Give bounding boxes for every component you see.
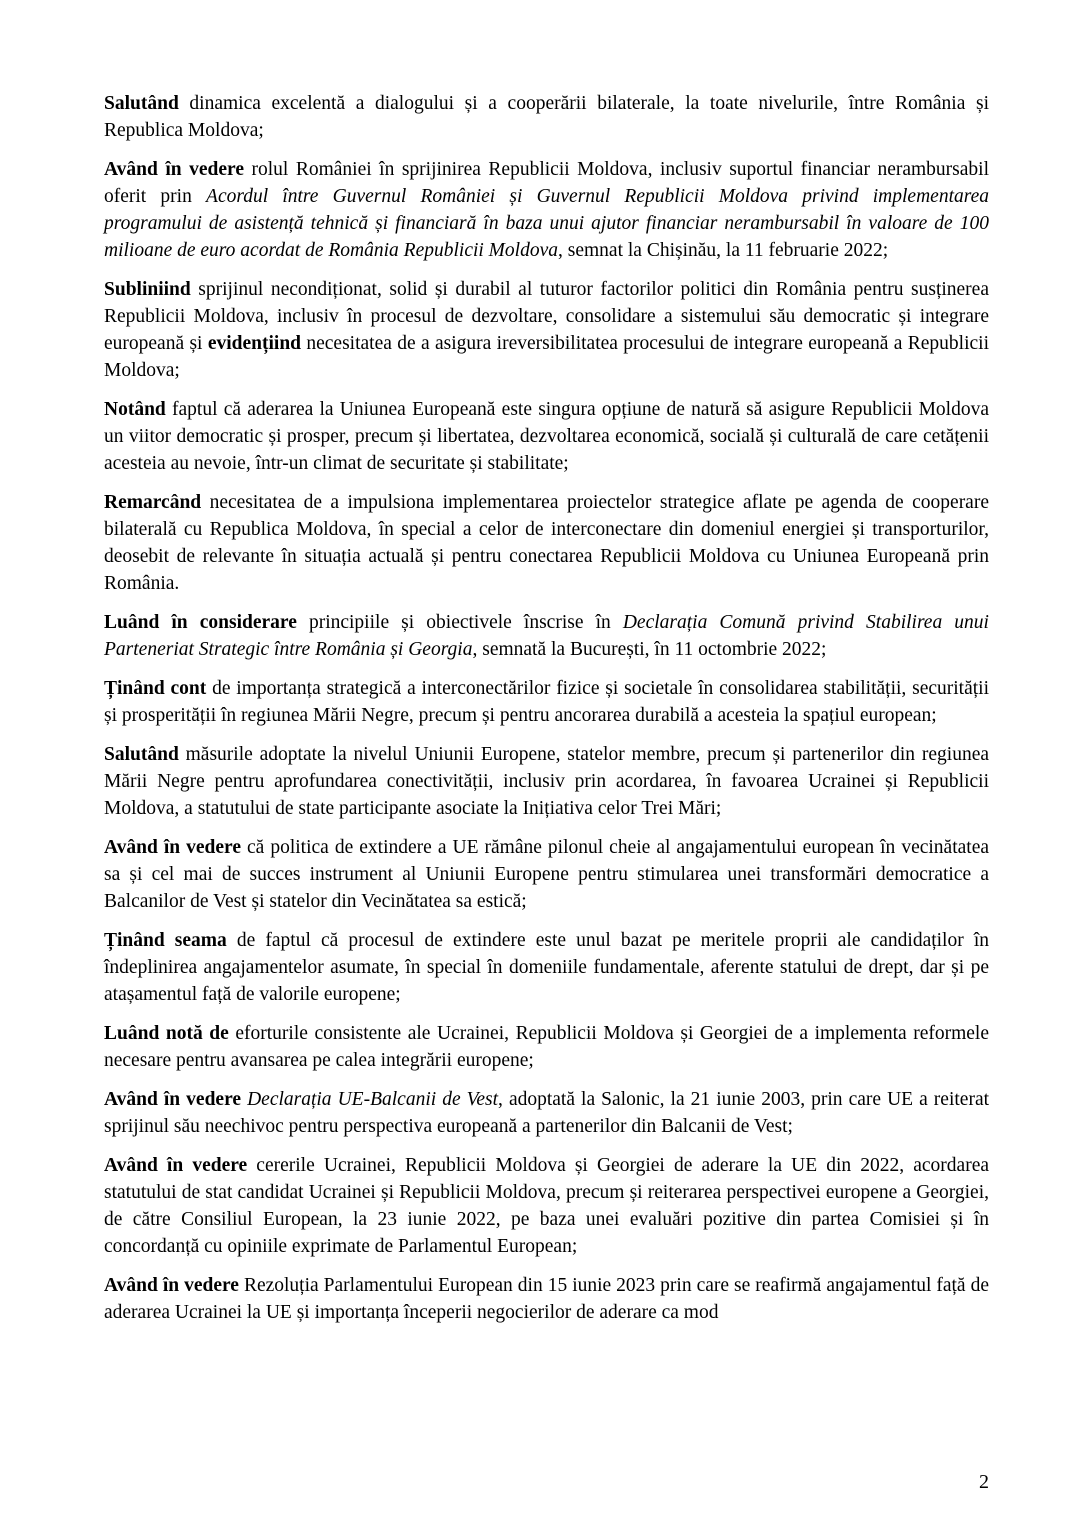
paragraph-text: necesitatea de a impulsiona implementarea proiectelor strategice aflate pe agenda de cooperare bilaterală cu Republica Moldova, în special a celor de interconectare din domeniul energiei și transporturilor, deosebit de relevante în situația actuală și pentru conectarea Republicii Moldova cu Uniunea Europeană prin România.	[104, 492, 989, 594]
paragraph-text: , adoptată la Salonic, la 21 iunie 2003, prin care UE a reiterat sprijinul său neechivoc pentru perspectiva europeană a partenerilor din Balcanii de Vest;	[104, 1089, 990, 1137]
bold-lead-phrase: Remarcând	[104, 492, 202, 513]
paragraph	[104, 834, 989, 915]
document-body	[104, 90, 989, 1338]
paragraph	[104, 1272, 989, 1326]
bold-lead-phrase: Subliniind	[104, 279, 191, 300]
paragraph	[104, 1020, 989, 1074]
paragraph-text: sprijinul necondiționat, solid și durabil al tuturor factorilor politici din România pentru susținerea Republicii Moldova, inclusiv în procesul de dezvoltare, consolidare a sistemului său democratic și integrare europeană și	[104, 279, 989, 354]
paragraph-text: , semnată la București, în 11 octombrie 2022;	[472, 639, 827, 660]
paragraph	[104, 90, 989, 144]
paragraph-text: Rezoluția Parlamentului European din 15 iunie 2023 prin care se reafirmă angajamentul față de aderarea Ucrainei la UE și importanța începerii negocierilor de aderare ca mod	[104, 1275, 989, 1323]
bold-lead-phrase: Având în vedere	[104, 1089, 242, 1110]
paragraph	[104, 609, 989, 663]
paragraph-text: faptul că aderarea la Uniunea Europeană este singura opțiune de natură să asigure Republicii Moldova un viitor democratic și prosper, precum și libertatea, dezvoltarea economică, socială și culturală de care cetățenii acesteia au nevoie, într-un climat de securitate și stabilitate;	[104, 399, 989, 474]
bold-lead-phrase: Luând în considerare	[104, 612, 297, 633]
italic-title: Declarația Comună privind Stabilirea unui Parteneriat Strategic între România și Georgia	[104, 612, 989, 660]
bold-lead-phrase: Având în vedere	[104, 1155, 248, 1176]
paragraph-text: de importanța strategică a interconectărilor fizice și societale în consolidarea stabilității, securității și prosperității în regiunea Mării Negre, precum și pentru ancorarea durabilă a acesteia la spațiul european;	[104, 678, 989, 726]
paragraph-text: că politica de extindere a UE rămâne pilonul cheie al angajamentului european în vecinătatea sa și cel mai de succes instrument al Uniunii Europene pentru stimularea unei transformări democratice a Balcanilor de Vest și statelor din Vecinătatea sa estică;	[104, 837, 990, 912]
paragraph-text: , semnat la Chișinău, la 11 februarie 2022;	[558, 240, 889, 261]
paragraph-text: rolul României în sprijinirea Republicii Moldova, inclusiv suportul financiar nerambursabil oferit prin	[104, 159, 989, 207]
paragraph	[104, 156, 989, 264]
bold-lead-phrase: Având în vedere	[104, 837, 241, 858]
bold-lead-phrase: Având în vedere	[104, 159, 244, 180]
paragraph	[104, 741, 989, 822]
bold-lead-phrase: Salutând	[104, 744, 179, 765]
paragraph	[104, 675, 989, 729]
paragraph	[104, 927, 989, 1008]
bold-lead-phrase: Având în vedere	[104, 1275, 239, 1296]
bold-lead-phrase: evidențiind	[207, 333, 302, 354]
page-number: 2	[979, 1471, 989, 1493]
paragraph	[104, 1152, 989, 1260]
paragraph-text: eforturile consistente ale Ucrainei, Republicii Moldova și Georgiei de a implementa reformele necesare pentru avansarea pe calea integrării europene;	[104, 1023, 989, 1071]
bold-lead-phrase: Salutând	[104, 93, 179, 114]
bold-lead-phrase: Luând notă de	[104, 1023, 229, 1044]
italic-title: Acordul între Guvernul României și Guvernul Republicii Moldova privind implementarea programului de asistență tehnică și financiară în baza unui ajutor financiar nerambursabil în valoare de 100 milioane de euro acordat de România Republicii Moldova	[104, 186, 990, 261]
paragraph-text: necesitatea de a asigura ireversibilitatea procesului de integrare europeană a Republicii Moldova;	[104, 333, 989, 381]
paragraph	[104, 489, 989, 597]
bold-lead-phrase: Notând	[104, 399, 166, 420]
paragraph-text: cererile Ucrainei, Republicii Moldova și Georgiei de aderare la UE din 2022, acordarea statutului de stat candidat Ucrainei și Republicii Moldova, precum și reiterarea perspectivei europene a Georgiei, de către Consiliul European, la 23 iunie 2022, pe baza unei evaluări pozitive din partea Comisiei și în concordanță cu opiniile exprimate de Parlamentul European;	[104, 1155, 990, 1257]
paragraph-text: de faptul că procesul de extindere este unul bazat pe meritele proprii ale candidaților în îndeplinirea angajamentelor asumate, în special în domeniile fundamentale, aferente statului de drept, dar și pe atașamentul față de valorile europene;	[104, 930, 989, 1005]
paragraph	[104, 1086, 989, 1140]
bold-lead-phrase: Ținând cont	[104, 678, 207, 699]
paragraph	[104, 276, 989, 384]
bold-lead-phrase: Ținând seama	[104, 930, 227, 951]
paragraph-text: dinamica excelentă a dialogului și a cooperării bilaterale, la toate nivelurile, între România și Republica Moldova;	[104, 93, 989, 141]
italic-title: Declarația UE-Balcanii de Vest	[247, 1089, 499, 1110]
paragraph	[104, 396, 989, 477]
paragraph-text: măsurile adoptate la nivelul Uniunii Europene, statelor membre, precum și partenerilor din regiunea Mării Negre pentru aprofundarea conectivității, inclusiv prin acordarea, în favoarea Ucrainei și Republicii Moldova, a statutului de state participante asociate la Inițiativa celor Trei Mări;	[104, 744, 989, 819]
paragraph-text: principiile și obiectivele înscrise în	[296, 612, 623, 633]
